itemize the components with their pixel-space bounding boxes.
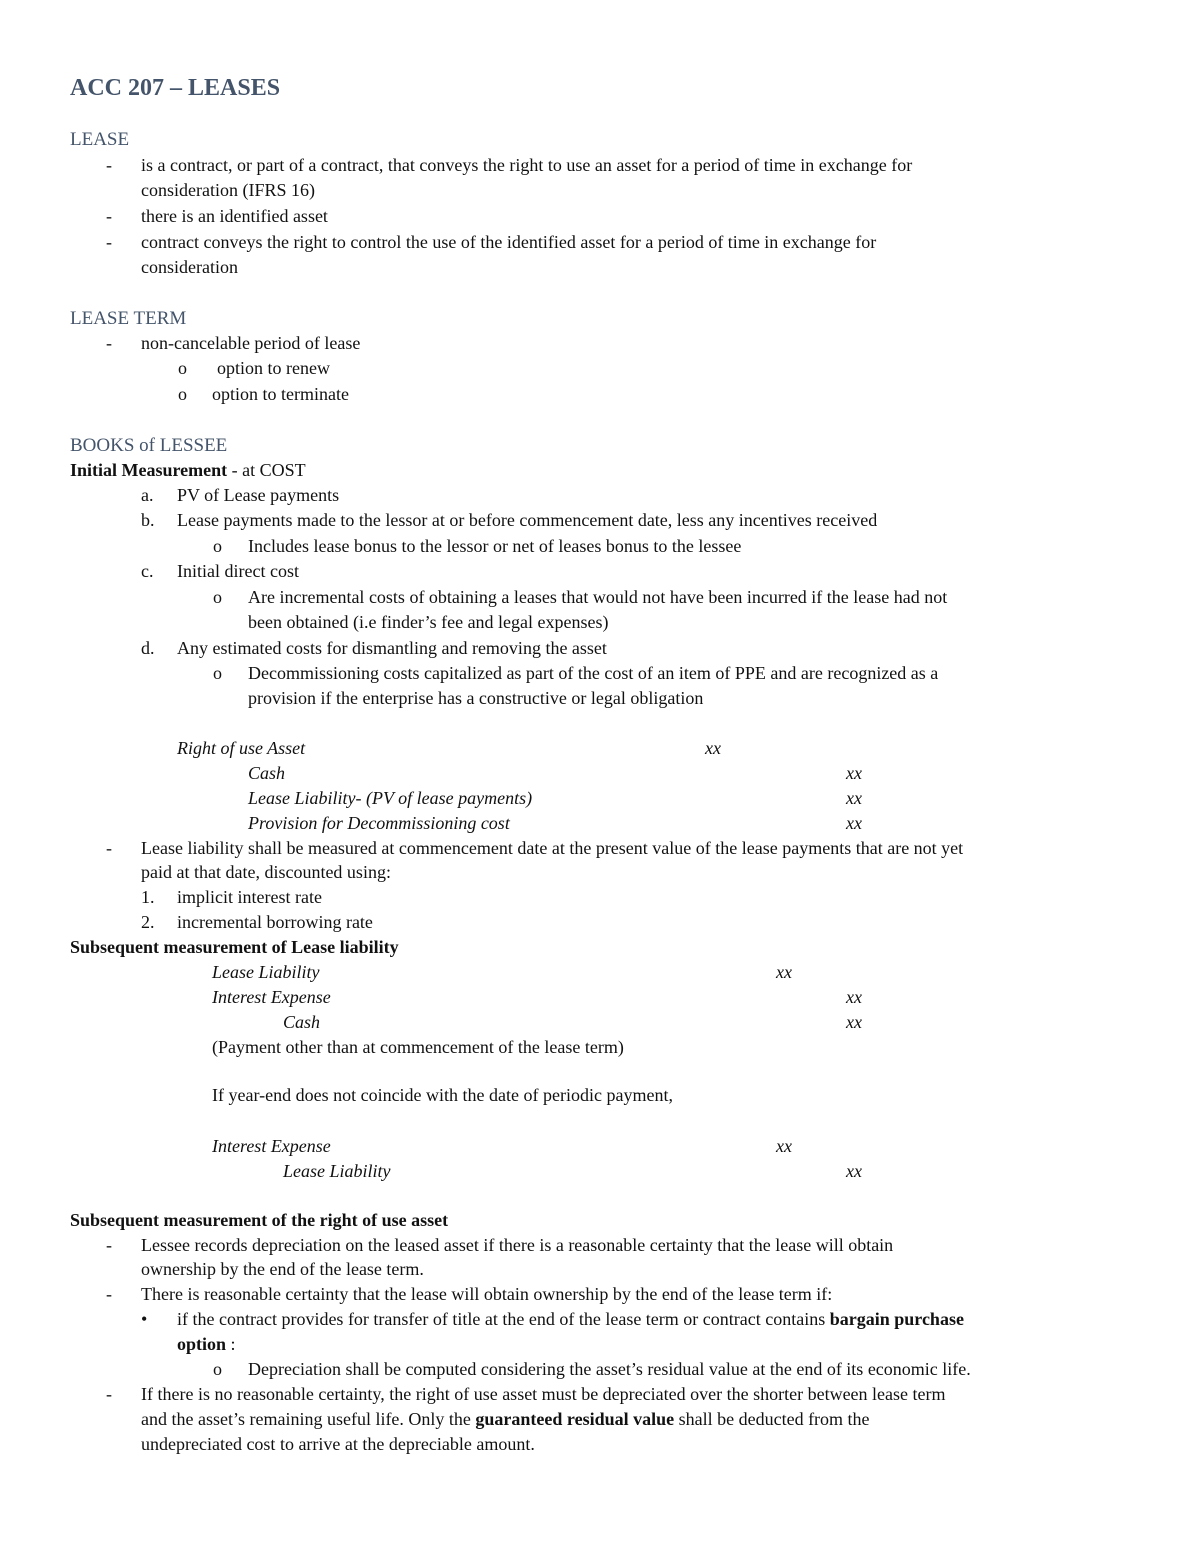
journal-credit-account: Cash bbox=[248, 763, 286, 783]
rou-bullet-line bbox=[177, 1307, 964, 1332]
lease-term-line: non-cancelable period of lease bbox=[141, 333, 361, 353]
list-subitem: Are incremental costs of obtaining a leases that would not have been incurred if the lease had not bbox=[248, 587, 948, 607]
journal-credit-amount: xx bbox=[846, 763, 862, 783]
section-heading-lessee: BOOKS of LESSEE bbox=[70, 435, 228, 456]
section-heading-lease: LEASE bbox=[70, 129, 130, 150]
list-item: incremental borrowing rate bbox=[177, 912, 373, 932]
rou-text-bold: guaranteed residual value bbox=[475, 1409, 675, 1429]
rou-bullet-bold: bargain purchase bbox=[829, 1309, 964, 1329]
list-item: implicit interest rate bbox=[177, 887, 322, 907]
list-marker: c. bbox=[141, 561, 154, 581]
list-item: Lease payments made to the lessor at or before commencement date, less any incentives received bbox=[177, 510, 878, 530]
dash-marker: - bbox=[106, 232, 112, 252]
journal-credit-account: Cash bbox=[283, 1012, 321, 1032]
journal-debit-amount: xx bbox=[776, 962, 792, 982]
list-item: PV of Lease payments bbox=[177, 485, 340, 505]
dash-marker: - bbox=[106, 1284, 112, 1304]
journal-credit-amount: xx bbox=[846, 1161, 862, 1181]
list-marker: 1. bbox=[141, 887, 155, 907]
rou-subitem: Depreciation shall be computed considering the asset’s residual value at the end of its economic life. bbox=[248, 1359, 971, 1379]
section-heading-lease-term: LEASE TERM bbox=[70, 308, 187, 329]
lease-term-option: option to renew bbox=[217, 358, 330, 378]
page-title: ACC 207 – LEASES bbox=[70, 75, 281, 101]
rou-text-line: There is reasonable certainty that the lease will obtain ownership by the end of the lease term if: bbox=[141, 1284, 833, 1304]
list-marker: b. bbox=[141, 510, 155, 530]
journal-debit-amount: xx bbox=[705, 738, 721, 758]
journal-credit-amount: xx bbox=[846, 788, 862, 808]
circle-marker: o bbox=[178, 358, 187, 378]
journal-debit-account: Interest Expense bbox=[212, 987, 331, 1007]
lease-def-line: contract conveys the right to control the use of the identified asset for a period of time in exchange for bbox=[141, 232, 877, 252]
list-marker: 2. bbox=[141, 912, 155, 932]
dash-marker: - bbox=[106, 155, 112, 175]
list-subitem: Includes lease bonus to the lessor or net of leases bonus to the lessee bbox=[248, 536, 742, 556]
subheading-subsequent-liability: Subsequent measurement of Lease liability bbox=[70, 937, 399, 957]
lease-def-line: consideration (IFRS 16) bbox=[141, 180, 315, 200]
journal-debit-account: Lease Liability bbox=[212, 962, 320, 982]
dash-marker: - bbox=[106, 206, 112, 226]
journal-note: (Payment other than at commencement of the lease term) bbox=[212, 1037, 624, 1057]
list-marker: d. bbox=[141, 638, 155, 658]
lease-def-line: there is an identified asset bbox=[141, 206, 328, 226]
rou-bullet-bold: option bbox=[177, 1334, 227, 1354]
list-subitem: provision if the enterprise has a constructive or legal obligation bbox=[248, 688, 704, 708]
initial-measurement-label: Initial Measurement bbox=[70, 460, 228, 480]
journal-credit-amount: xx bbox=[846, 813, 862, 833]
rou-text-line: ownership by the end of the lease term. bbox=[141, 1259, 424, 1279]
liability-text-line: paid at that date, discounted using: bbox=[141, 862, 391, 882]
rou-text-line: If there is no reasonable certainty, the right of use asset must be depreciated over the shorter between lease term bbox=[141, 1384, 946, 1404]
rou-bullet-text: if the contract provides for transfer of title at the end of the lease term or contract contains bbox=[177, 1309, 830, 1329]
liability-text-line: Lease liability shall be measured at commencement date at the present value of the lease payments that are not yet bbox=[141, 838, 964, 858]
journal-credit-account: Lease Liability- (PV of lease payments) bbox=[248, 788, 533, 808]
journal-debit-amount: xx bbox=[846, 987, 862, 1007]
journal-credit-amount: xx bbox=[846, 1012, 862, 1032]
journal-debit-account: Right of use Asset bbox=[177, 738, 306, 758]
journal-debit-account: Interest Expense bbox=[212, 1136, 331, 1156]
rou-text: shall be deducted from the bbox=[674, 1409, 870, 1429]
list-item: Any estimated costs for dismantling and removing the asset bbox=[177, 638, 607, 658]
rou-text-line bbox=[141, 1407, 870, 1432]
dash-marker: - bbox=[106, 838, 112, 858]
subheading-subsequent-rou: Subsequent measurement of the right of use asset bbox=[70, 1210, 449, 1230]
list-marker: a. bbox=[141, 485, 154, 505]
rou-text-line: undepreciated cost to arrive at the depreciable amount. bbox=[141, 1434, 535, 1454]
circle-marker: o bbox=[213, 587, 222, 607]
rou-bullet-text: : bbox=[226, 1334, 236, 1354]
list-subitem: Decommissioning costs capitalized as part of the cost of an item of PPE and are recognized as a bbox=[248, 663, 939, 683]
lease-def-line: consideration bbox=[141, 257, 238, 277]
rou-bullet-line bbox=[177, 1332, 236, 1357]
rou-text: and the asset’s remaining useful life. Only the bbox=[141, 1409, 476, 1429]
bullet-marker: • bbox=[141, 1309, 148, 1329]
journal-debit-amount: xx bbox=[776, 1136, 792, 1156]
dash-marker: - bbox=[106, 1384, 112, 1404]
rou-text-line: Lessee records depreciation on the leased asset if there is a reasonable certainty that the lease will obtain bbox=[141, 1235, 894, 1255]
circle-marker: o bbox=[178, 384, 187, 404]
list-item: Initial direct cost bbox=[177, 561, 299, 581]
circle-marker: o bbox=[213, 663, 222, 683]
lease-term-option: option to terminate bbox=[212, 384, 349, 404]
initial-measurement-line bbox=[70, 458, 306, 483]
lease-def-line: is a contract, or part of a contract, that conveys the right to use an asset for a period of time in exchange for bbox=[141, 155, 913, 175]
circle-marker: o bbox=[213, 1359, 222, 1379]
dash-marker: - bbox=[106, 1235, 112, 1255]
circle-marker: o bbox=[213, 536, 222, 556]
journal-credit-account: Provision for Decommissioning cost bbox=[248, 813, 510, 833]
journal-credit-account: Lease Liability bbox=[283, 1161, 391, 1181]
dash-marker: - bbox=[106, 333, 112, 353]
list-subitem: been obtained (i.e finder’s fee and legal expenses) bbox=[248, 612, 609, 632]
year-end-note: If year-end does not coincide with the date of periodic payment, bbox=[212, 1085, 673, 1105]
initial-measurement-basis: - at COST bbox=[227, 460, 306, 480]
